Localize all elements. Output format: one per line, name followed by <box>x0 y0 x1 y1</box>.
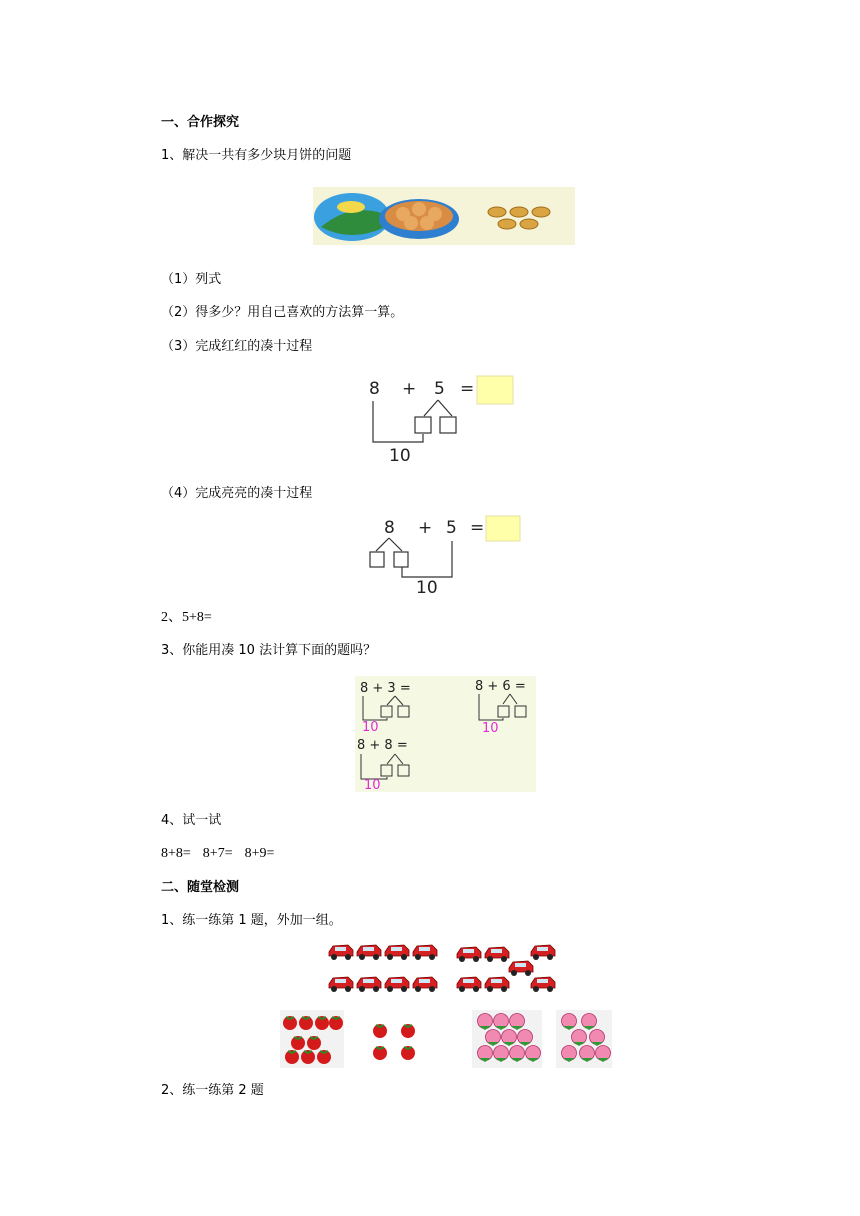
step-2: （2）得多少？用自己喜欢的方法算一算。 <box>161 305 404 320</box>
make-ten-figure-red <box>362 372 522 464</box>
try-items <box>161 846 274 862</box>
split-box[interactable] <box>394 552 408 567</box>
try-item: 8+7= <box>202 846 233 861</box>
section2-question-1: 1、练一练第 1 题，外加一组。 <box>161 913 342 928</box>
split-box[interactable] <box>415 417 431 433</box>
exercise-3: 8 + 8 = <box>357 738 408 753</box>
fig1-op: + <box>402 379 417 399</box>
question-1: 1、解决一共有多少块月饼的问题 <box>161 148 352 163</box>
fig1-b: 5 <box>434 379 445 399</box>
fig1-a: 8 <box>369 379 380 399</box>
split-box[interactable] <box>440 417 456 433</box>
step-3: （3）完成红红的凑十过程 <box>161 339 313 354</box>
exercise-2: 8 + 6 = <box>475 679 526 694</box>
fig2-b: 5 <box>446 518 457 538</box>
mooncake-image <box>307 181 589 256</box>
ten-label: 10 <box>364 778 381 792</box>
answer-box[interactable] <box>486 516 520 541</box>
fig2-eq: = <box>470 518 485 538</box>
exercise-1: 8 + 3 = <box>360 681 411 696</box>
step-1: （1）列式 <box>161 272 222 287</box>
fig2-a: 8 <box>384 518 395 538</box>
fig2-ten: 10 <box>416 578 438 597</box>
section-heading-1: 一、合作探究 <box>161 115 240 130</box>
question-3: 3、你能用凑 10 法计算下面的题吗？ <box>161 643 377 658</box>
answer-box[interactable] <box>477 376 513 404</box>
ten-label: 10 <box>482 721 499 736</box>
fig2-op: + <box>418 518 433 538</box>
make-ten-exercise-panel <box>355 676 536 792</box>
step-4: （4）完成亮亮的凑十过程 <box>161 486 313 501</box>
question-4: 4、试一试 <box>161 813 222 828</box>
cars-image <box>326 940 558 1000</box>
try-item: 8+8= <box>161 846 191 861</box>
split-box[interactable] <box>370 552 384 567</box>
try-item: 8+9= <box>244 846 275 861</box>
fig1-eq: = <box>460 379 475 399</box>
section-heading-2: 二、随堂检测 <box>161 880 240 895</box>
fruit-image <box>280 1010 612 1068</box>
section2-question-2: 2、练一练第 2 题 <box>161 1083 264 1098</box>
ten-label: 10 <box>362 720 379 735</box>
fig1-ten: 10 <box>389 446 411 464</box>
question-2: 2、5+8= <box>161 610 212 625</box>
make-ten-figure-liang <box>366 513 526 597</box>
